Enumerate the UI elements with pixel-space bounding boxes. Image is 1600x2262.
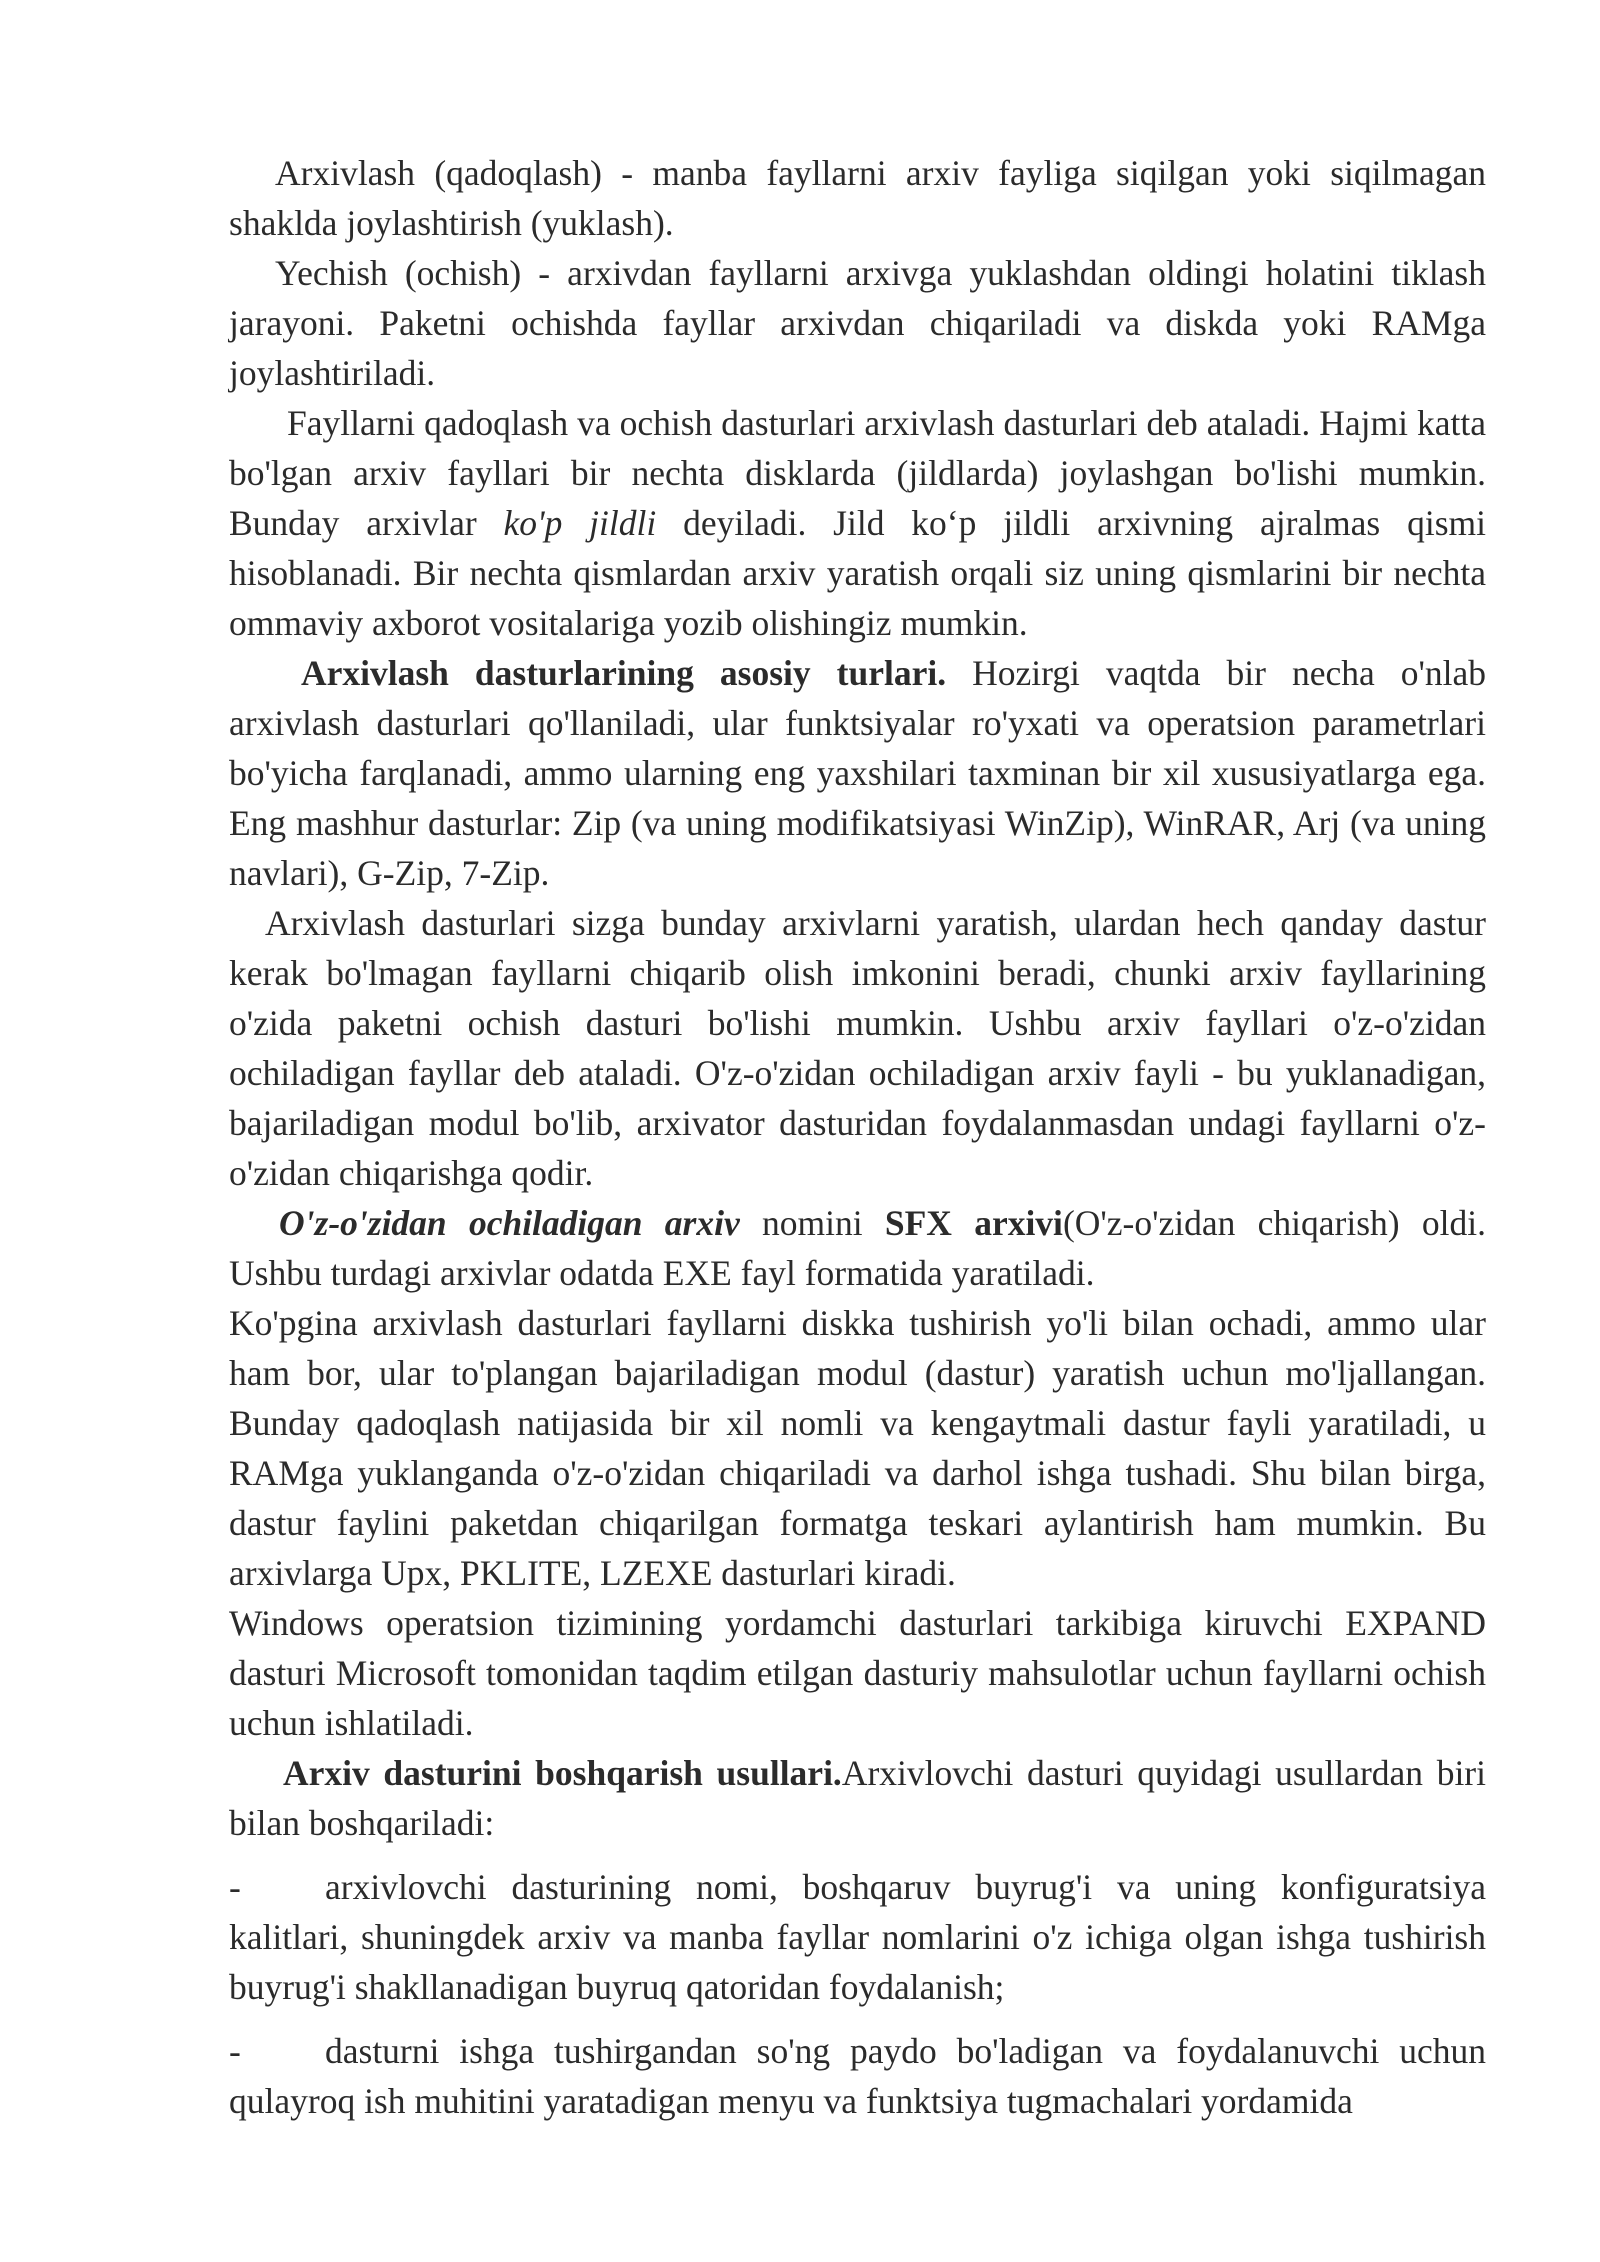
paragraph-control-methods — [229, 1748, 1486, 1848]
paragraph-archiving-programs — [229, 398, 1486, 648]
list-dash: - — [229, 1867, 241, 1907]
text-span: deyiladi. Jild ko‘p jildli arxivning ajralmas qismi hisoblanadi. Bir nechta qismlardan arxiv yaratish orqali siz uning qismlarini bir nechta ommaviy axborot vositalariga yozib olishingiz mumkin. — [229, 503, 1486, 643]
text-span: Fayllarni qadoqlash va ochish dasturlari arxivlash dasturlari deb ataladi. Hajmi katta bo'lgan arxiv fayllari bir nechta disklarda (jildlarda) joylashgan bo'lishi mumkin. Bunday arxivlar — [229, 403, 1486, 543]
list-item-menu — [229, 2026, 1486, 2126]
paragraph-expand-utility: Windows operatsion tizimining yordamchi dasturlari tarkibiga kiruvchi EXPAND dasturi Microsoft tomonidan taqdim etilgan dasturiy mahsulotlar uchun fayllarni ochish uchun ishlatiladi. — [229, 1603, 1486, 1743]
list-item-text: dasturni ishga tushirgandan so'ng paydo bo'ladigan va foydalanuvchi uchun qulayroq ish muhitini yaratadigan menyu va funktsiya tugmachalari yordamida — [229, 2031, 1486, 2121]
italic-term-multivolume: ko'p jildli — [503, 503, 657, 543]
paragraph-extraction-definition: Yechish (ochish) - arxivdan fayllarni arxivga yuklashdan oldingi holatini tiklash jarayoni. Paketni ochishda fayllar arxivdan chiqariladi va diskda yoki RAMga joylashtiriladi. — [229, 253, 1486, 393]
text-span: Arxivlovchi dasturi quyidagi usullardan biri bilan boshqariladi: — [229, 1753, 1486, 1843]
paragraph-archiving-definition: Arxivlash (qadoqlash) - manba fayllarni arxiv fayliga siqilgan yoki siqilmagan shaklda joylashtirish (yuklash). — [229, 153, 1486, 243]
list-item-command-line — [229, 1862, 1486, 2012]
paragraph-sfx-archive — [229, 1198, 1486, 1298]
section-heading-control-methods: Arxiv dasturini boshqarish usullari. — [283, 1753, 842, 1793]
section-heading-program-types: Arxivlash dasturlarining asosiy turlari. — [301, 653, 947, 693]
paragraph-executable-packers: Ko'pgina arxivlash dasturlari fayllarni diskka tushirish yo'li bilan ochadi, ammo ular ham bor, ular to'plangan bajariladigan modul (dastur) yaratish uchun mo'ljallangan. Bunday qadoqlash natijasida bir xil nomli va kengaytmali dastur fayli yaratiladi, u RAMga yuklanganda o'z-o'zidan chiqariladi va darhol ishga tushadi. Shu bilan birga, dastur faylini paketdan chiqarilgan formatga teskari aylantirish ham mumkin. Bu arxivlarga Upx, PKLITE, LZEXE dasturlari kiradi. — [229, 1303, 1486, 1593]
paragraph-program-types — [229, 648, 1486, 898]
list-item-text: arxivlovchi dasturining nomi, boshqaruv buyrug'i va uning konfiguratsiya kalitlari, shuningdek arxiv va manba fayllar nomlarini o'z ichiga olgan ishga tushirish buyrug'i shakllanadigan buyruq qatoridan foydalanish; — [229, 1867, 1486, 2007]
paragraph-self-extracting: Arxivlash dasturlari sizga bunday arxivlarni yaratish, ulardan hech qanday dastur kerak bo'lmagan fayllarni chiqarib olish imkonini beradi, chunki arxiv fayllarining o'zida paketni ochish dasturi bo'lishi mumkin. Ushbu arxiv fayllari o'z-o'zidan ochiladigan fayllar deb ataladi. O'z-o'zidan ochiladigan arxiv fayli - bu yuklanadigan, bajariladigan modul bo'lib, arxivator dasturidan foydalanmasdan undagi fayllarni o'z-o'zidan chiqarishga qodir. — [229, 903, 1486, 1193]
bold-italic-term-self-extracting: O'z-o'zidan ochiladigan arxiv — [279, 1203, 740, 1243]
text-span: Hozirgi vaqtda bir necha o'nlab arxivlash dasturlari qo'llaniladi, ular funktsiyalar ro'yxati va operatsion parametrlari bo'yicha farqlanadi, ammo ularning eng yaxshilari taxminan bir xil xususiyatlarga ega. Eng mashhur dasturlar: Zip (va uning modifikatsiyasi WinZip), WinRAR, Arj (va uning navlari), G-Zip, 7-Zip. — [229, 653, 1486, 893]
list-dash: - — [229, 2031, 241, 2071]
text-span: nomini — [739, 1203, 885, 1243]
text-span: (O'z-o'zidan chiqarish) oldi. Ushbu turdagi arxivlar odatda EXE fayl formatida yaratiladi. — [229, 1203, 1486, 1293]
bold-term-sfx: SFX arxivi — [884, 1203, 1063, 1243]
